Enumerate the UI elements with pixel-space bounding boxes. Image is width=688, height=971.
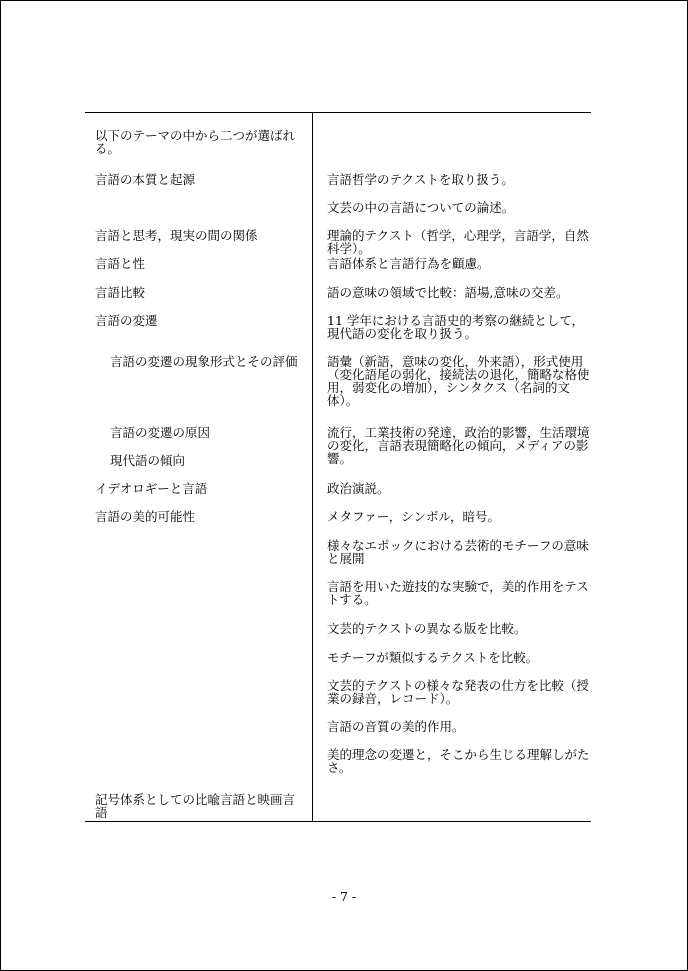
theme-language-thought-reality: 言語と思考，現実の間の関係: [95, 228, 258, 243]
theme-ideology-language: イデオロギーと言語: [95, 481, 208, 496]
content-version-comparison: 文芸的テクストの異なる版を比較。: [327, 621, 527, 636]
theme-figurative-film-language: 記号体系としての比喩言語と映画言語: [95, 792, 296, 820]
content-artistic-motifs: 様々なエポックにおける芸術的モチーフの意味と展開: [327, 538, 589, 566]
content-modern-language-change: 11 学年における言語史的考察の継続として，現代語の変化を取り扱う。: [327, 313, 585, 341]
table-bottom-rule: [85, 821, 591, 822]
page-number: - 7 -: [331, 889, 357, 904]
theme-modern-trends: 現代語の傾向: [110, 453, 186, 468]
theme-language-comparison: 言語比較: [95, 285, 146, 300]
content-presentation-comparison: 文芸的テクストの様々な発表の仕方を比較（授業の録音，レコード）。: [327, 678, 589, 706]
content-sound-quality: 言語の音質の美的作用。: [327, 719, 465, 734]
content-metaphor-symbol: メタファー，シンボル，暗号。: [327, 509, 500, 524]
content-literary-language: 文芸の中の言語についての論述。: [327, 200, 515, 215]
content-motif-comparison: モチーフが類似するテクストを比較。: [327, 650, 539, 665]
theme-aesthetic-possibilities: 言語の美的可能性: [95, 509, 196, 524]
theme-language-gender: 言語と性: [95, 256, 146, 271]
theme-change-causes: 言語の変遷の原因: [110, 425, 211, 440]
content-political-speech: 政治演説。: [327, 481, 390, 496]
theme-language-change: 言語の変遷: [95, 313, 158, 328]
theme-change-forms-evaluation: 言語の変遷の現象形式とその評価: [110, 354, 298, 369]
content-change-factors: 流行，工業技術の発達，政治的影響，生活環境の変化，言語表現簡略化の傾向，メディアの影響。: [327, 425, 590, 466]
table-column-divider: [312, 112, 313, 821]
content-philosophy-texts: 言語哲学のテクストを取り扱う。: [327, 172, 514, 187]
theme-intro: 以下のテーマの中から二つが選ばれる。: [95, 128, 296, 156]
table-top-rule: [85, 112, 591, 113]
content-semantic-comparison: 語の意味の領域で比較：語場,意味の交差。: [327, 285, 569, 300]
content-aesthetic-ideals: 美的理念の変遷と，そこから生じる理解しがたさ。: [327, 747, 590, 775]
content-playful-experiments: 言語を用いた遊技的な実験で，美的作用をテストする。: [327, 579, 589, 607]
theme-language-nature-origin: 言語の本質と起源: [95, 172, 196, 187]
content-language-system: 言語体系と言語行為を顧慮。: [327, 256, 490, 271]
content-vocabulary-forms: 語彙（新語，意味の変化，外来語），形式使用（変化語尾の弱化，接続法の退化，簡略な格使用，弱変化の増加），シンタクス（名詞的文体）。: [327, 354, 590, 408]
content-theoretical-texts: 理論的テクスト（哲学，心理学，言語学，自然科学）。: [327, 228, 589, 256]
